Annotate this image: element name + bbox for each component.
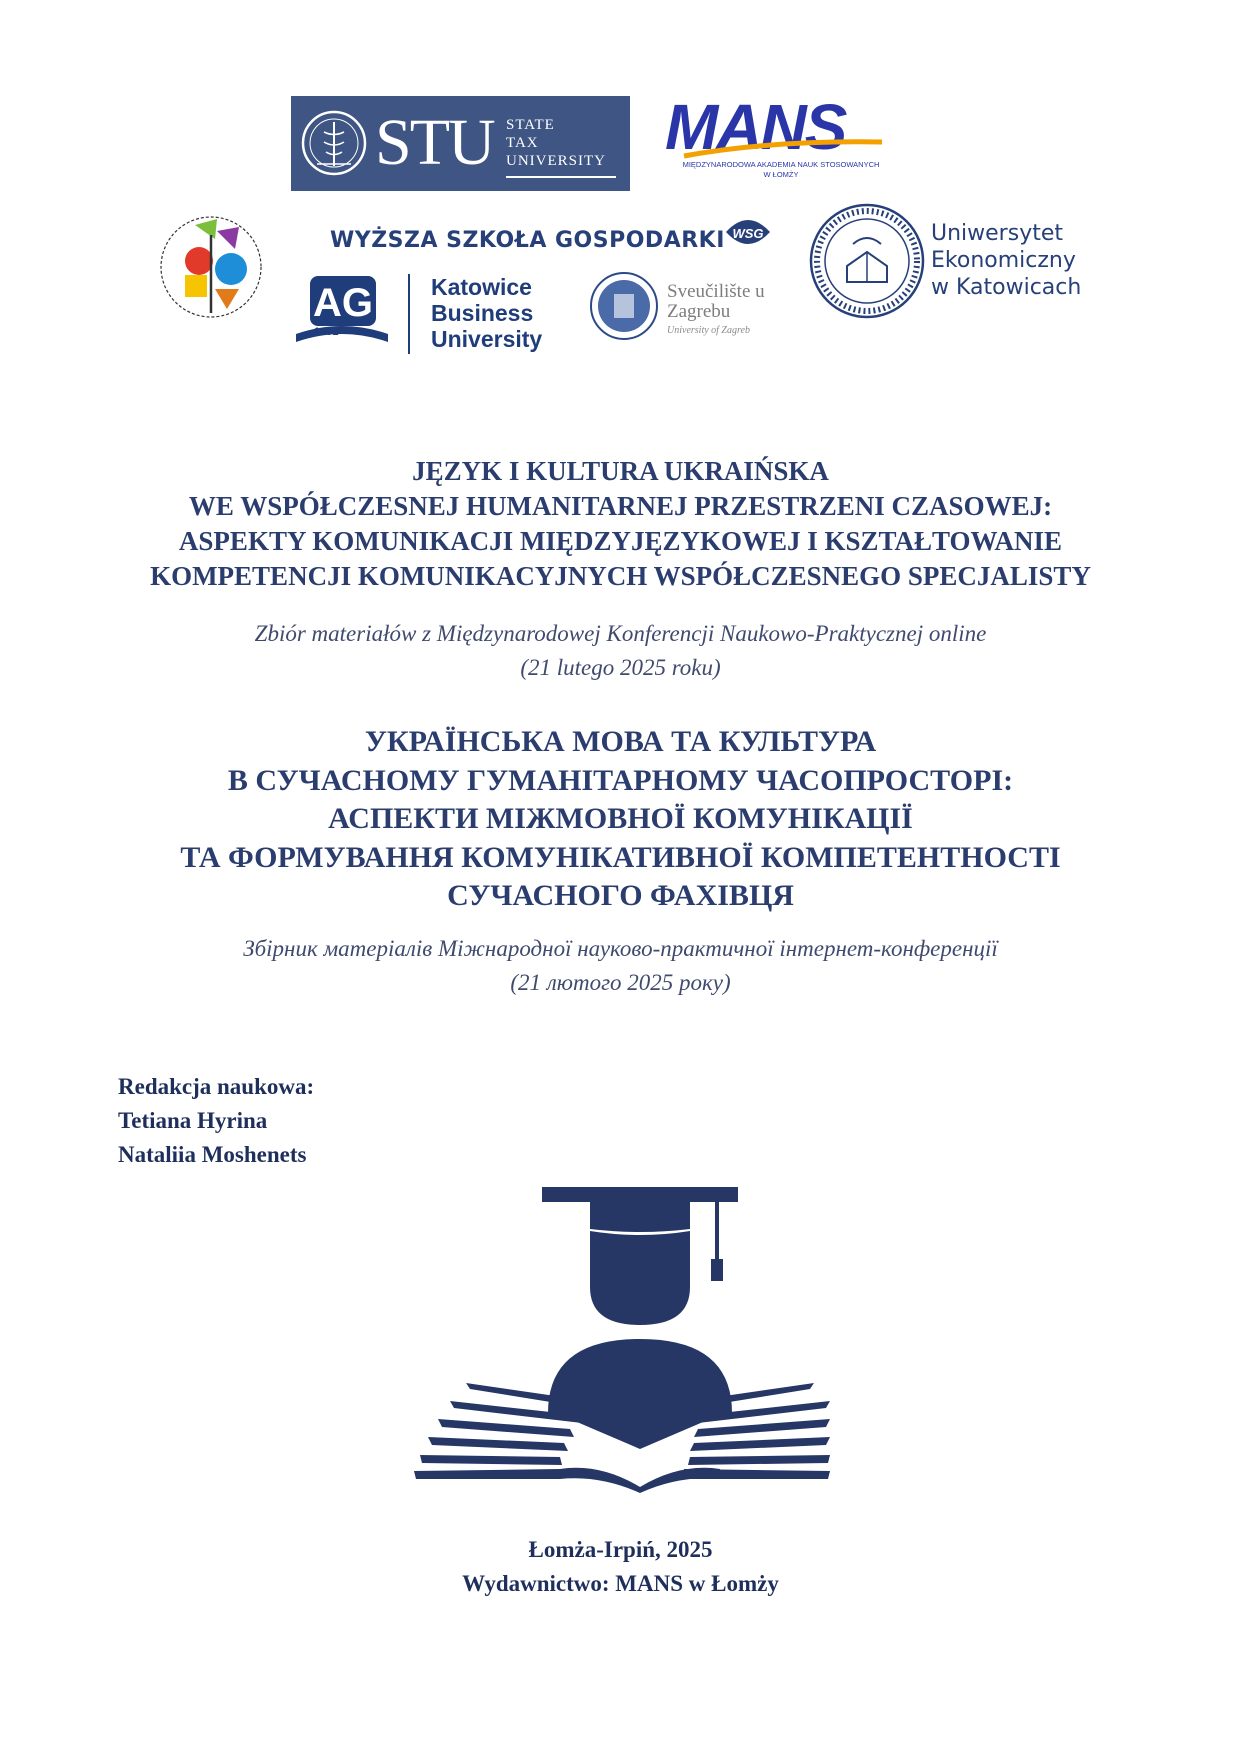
subtitle-ukrainian: Збірник матеріалів Міжнародної науково-практичної інтернет-конференції (21 лютого 2025 року) [243,936,998,995]
zagreb-name: Sveučilište u Zagrebu [667,281,765,322]
kbu-mark-text: AG [313,281,373,325]
kbu-divider [408,274,410,354]
stu-emblem-icon [299,104,369,182]
wsg-mark-icon [722,214,774,252]
editors-block [118,1070,314,1172]
mans-subtitle: MIĘDZYNARODOWA AKADEMIA NAUK STOSOWANYCH W ŁOMŻY [682,160,880,179]
mans-logo-word: MANS [665,91,846,163]
znua-emblem-icon [155,205,267,331]
kbu-name: Katowice Business University [431,274,543,352]
ue-seal-icon [808,202,926,320]
subtitle-polish: Zbiór materiałów z Międzynarodowej Konferencji Naukowo-Praktycznej online (21 lutego 2025 roku) [254,621,987,680]
mans-swoosh-icon [682,136,887,160]
graduate-book-icon [410,1187,830,1493]
kbu-year: 1991 [314,326,339,338]
publication-footer [0,1533,1241,1601]
publisher: Wydawnictwo: MANS w Łomży [462,1571,779,1596]
zagreb-english-name: University of Zagreb [667,325,750,336]
stu-name: STATE TAX UNIVERSITY [506,117,606,169]
stu-logo [291,96,630,191]
title-polish: JĘZYK I KULTURA UKRAIŃSKA WE WSPÓŁCZESNEJ HUMANITARNEJ PRZESTRZENI CZASOWEJ: ASPEKTY KOMUNIKACJI MIĘDZYJĘZYKOWEJ I KSZTAŁTOWANIE KOMPETENCJI KOMUNIKACYJNYCH WSPÓŁCZESNEGO SPECJALISTY [150,456,1091,591]
editor-name: Nataliia Moshenets [118,1142,307,1167]
kbu-emblem-icon [292,268,392,350]
zagreb-seal-icon [588,270,660,342]
stu-underline [506,176,616,178]
wsg-mark-text: WSG [732,226,764,241]
place-year: Łomża-Irpiń, 2025 [528,1537,713,1562]
stu-abbr: STU [375,106,494,179]
editor-name: Tetiana Hyrina [118,1108,268,1133]
title-ukrainian: УКРАЇНСЬКА МОВА ТА КУЛЬТУРА В СУЧАСНОМУ ГУМАНІТАРНОМУ ЧАСОПРОСТОРІ: АСПЕКТИ МІЖМОВНОЇ КОМУНІКАЦІЇ ТА ФОРМУВАННЯ КОМУНІКАТИВНОЇ КОМПЕТЕНТНОСТІ СУЧАСНОГО ФАХІВЦЯ [180,725,1061,912]
ue-name: Uniwersytet Ekonomiczny w Katowicach [931,221,1082,300]
wsg-name: WYŻSZA SZKOŁA GOSPODARKI [330,228,725,253]
editors-heading: Redakcja naukowa: [118,1074,315,1099]
